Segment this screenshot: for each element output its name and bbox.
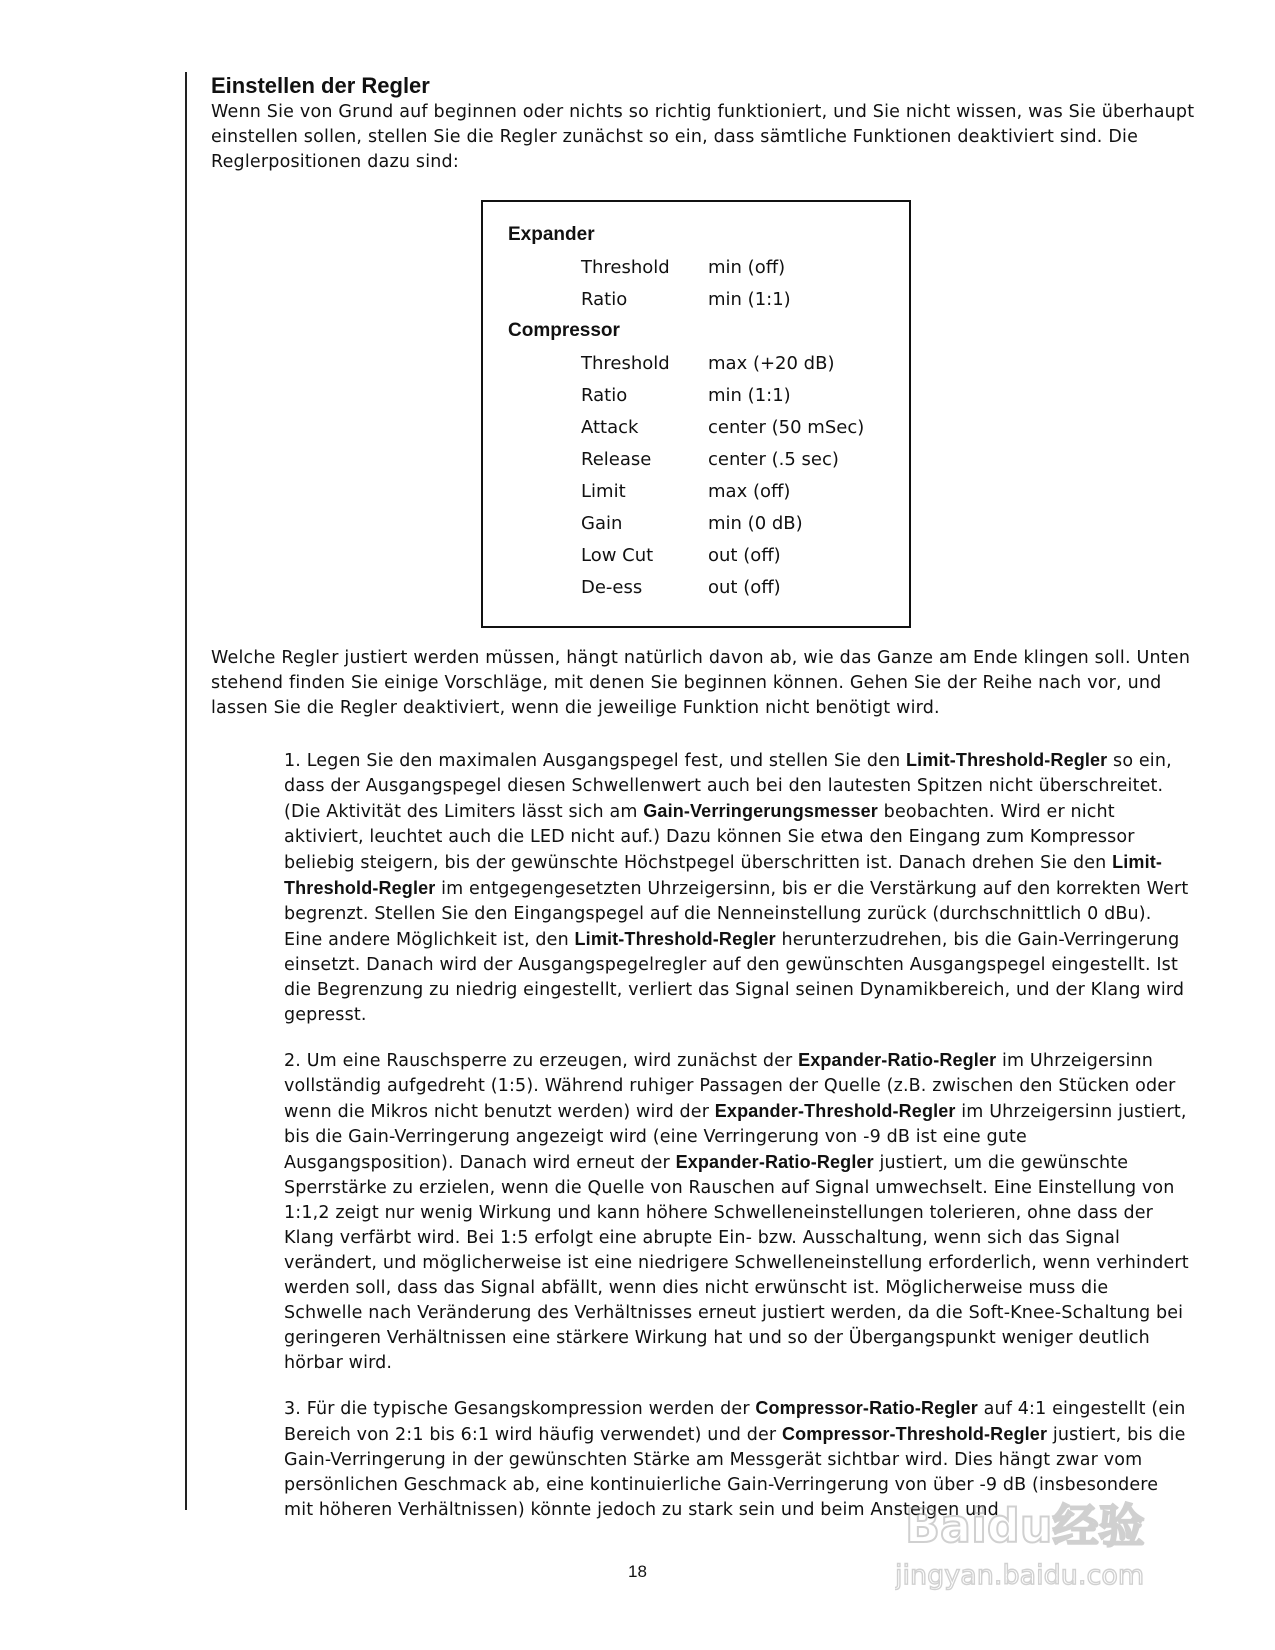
setting-value: center (50 mSec) <box>708 417 865 438</box>
setting-label: Attack <box>581 417 639 438</box>
setting-label: Ratio <box>581 289 628 310</box>
control-name: Gain-Verringerungsmesser <box>643 801 878 821</box>
setting-label: Gain <box>581 513 623 534</box>
numbered-item-2: 2. Um eine Rauschsperre zu erzeugen, wird zunächst der Expander-Ratio-Regler im Uhrzeigersinn vollständig aufgedreht (1:5). Während ruhiger Passagen der Quelle (z.B. zwischen den Stücken oder wenn die Mikros nicht benutzt werden) wird der Expander-Threshold-Regler im Uhrzeigersinn justiert, bis die Gain-Verringerung angezeigt wird (eine Verringerung von -9 dB ist eine gute Ausgangsposition). Danach wird erneut der Expander-Ratio-Regler justiert, um die gewünschte Sperrstärke zu erzielen, wenn die Quelle von Rauschen auf Signal umwechselt. Eine Einstellung von 1:1,2 zeigt nur wenig Wirkung und kann höhere Schwelleneinstellungen tolerieren, ohne dass der Klang verfärbt wird. Bei 1:5 erfolgt eine abrupte Ein- bzw. Ausschaltung, wenn sich das Signal verändert, und möglicherweise ist eine niedrigere Schwelleneinstellung erforderlich, wenn verhindert werden soll, dass das Signal abfällt, wenn dies nicht erwünscht ist. Möglicherweise muss die Schwelle nach Veränderung des Verhältnisses erneut justiert werden, da die Soft-Knee-Schaltung bei geringeren Verhältnissen eine stärkere Wirkung hat und so der Übergangspunkt weniger deutlich hörbar wird. <box>284 1050 1189 1373</box>
control-name: Limit-Threshold-Regler <box>284 852 1163 898</box>
setting-value: out (off) <box>708 577 781 598</box>
watermark-url: jingyan.baidu.com <box>895 1560 1145 1591</box>
setting-value: max (+20 dB) <box>708 353 835 374</box>
control-name: Expander-Ratio-Regler <box>675 1152 874 1172</box>
setting-value: min (1:1) <box>708 289 791 310</box>
setting-value: min (off) <box>708 257 786 278</box>
control-name: Limit-Threshold-Regler <box>906 750 1108 770</box>
baidu-jingyan-watermark <box>895 1480 1195 1595</box>
setting-value: out (off) <box>708 545 781 566</box>
control-name: Limit-Threshold-Regler <box>574 929 776 949</box>
setting-value: min (1:1) <box>708 385 791 406</box>
setting-label: Low Cut <box>581 545 654 566</box>
control-name: Compressor-Ratio-Regler <box>755 1398 978 1418</box>
setting-label: Limit <box>581 481 626 502</box>
control-name: Expander-Ratio-Regler <box>798 1050 997 1070</box>
intro-paragraph: Wenn Sie von Grund auf beginnen oder nichts so richtig funktioniert, und Sie nicht wissen, was Sie überhaupt einstellen sollen, stellen Sie die Regler zunächst so ein, dass sämtliche Funktionen deaktiviert sind. Die Reglerpositionen dazu sind: <box>211 102 1195 172</box>
setting-value: min (0 dB) <box>708 513 803 534</box>
suggestions-paragraph: Welche Regler justiert werden müssen, hängt natürlich davon ab, wie das Ganze am Ende klingen soll. Unten stehend finden Sie einige Vorschläge, mit denen Sie beginnen können. Gehen Sie der Reihe nach vor, und lassen Sie die Regler deaktiviert, wenn die jeweilige Funktion nicht benötigt wird. <box>211 648 1191 718</box>
setting-label: De-ess <box>581 577 643 598</box>
setting-label: Release <box>581 449 652 470</box>
watermark-logo: Baidu经验 <box>905 1499 1145 1553</box>
setting-label: Threshold <box>581 257 670 278</box>
page-number: 18 <box>628 1562 647 1581</box>
control-name: Expander-Threshold-Regler <box>714 1101 956 1121</box>
expander-heading: Expander <box>508 224 595 245</box>
control-name: Compressor-Threshold-Regler <box>782 1424 1048 1444</box>
numbered-item-3: 3. Für die typische Gesangskompression werden der Compressor-Ratio-Regler auf 4:1 eingestellt (ein Bereich von 2:1 bis 6:1 wird häufig verwendet) und der Compressor-Threshold-Regler justiert, bis die Gain-Verringerung in der gewünschten Stärke am Messgerät sichtbar wird. Dies hängt zwar vom persönlichen Geschmack ab, eine kontinuierliche Gain-Verringerung von über -9 dB (insbesondere mit höheren Verhältnissen) könnte jedoch zu stark sein und beim Ansteigen und <box>284 1398 1186 1520</box>
setting-label: Ratio <box>581 385 628 406</box>
numbered-item-1: 1. Legen Sie den maximalen Ausgangspegel fest, und stellen Sie den Limit-Threshold-Regler so ein, dass der Ausgangspegel diesen Schwellenwert auch bei den lautesten Spitzen nicht überschreitet. (Die Aktivität des Limiters lässt sich am Gain-Verringerungsmesser beobachten. Wird er nicht aktiviert, leuchtet auch die LED nicht auf.) Dazu können Sie etwa den Eingang zum Kompressor beliebig steigern, bis der gewünschte Höchstpegel überschritten ist. Danach drehen Sie den Limit-Threshold-Regler im entgegengesetzten Uhrzeigersinn, bis er die Verstärkung auf den korrekten Wert begrenzt. Stellen Sie den Eingangspegel auf die Nenneinstellung zurück (durchschnittlich 0 dBu). Eine andere Möglichkeit ist, den Limit-Threshold-Regler herunterzudrehen, bis die Gain-Verringerung einsetzt. Danach wird der Ausgangspegelregler auf den gewünschten Ausgangspegel eingestellt. Ist die Begrenzung zu niedrig eingestellt, verliert das Signal seinen Dynamikbereich, und der Klang wird gepresst. <box>284 750 1189 1025</box>
settings-box <box>481 200 911 628</box>
left-margin-rule <box>185 72 187 1510</box>
setting-value: center (.5 sec) <box>708 449 839 470</box>
setting-label: Threshold <box>581 353 670 374</box>
section-heading: Einstellen der Regler <box>211 73 430 98</box>
compressor-heading: Compressor <box>508 320 620 341</box>
setting-value: max (off) <box>708 481 791 502</box>
